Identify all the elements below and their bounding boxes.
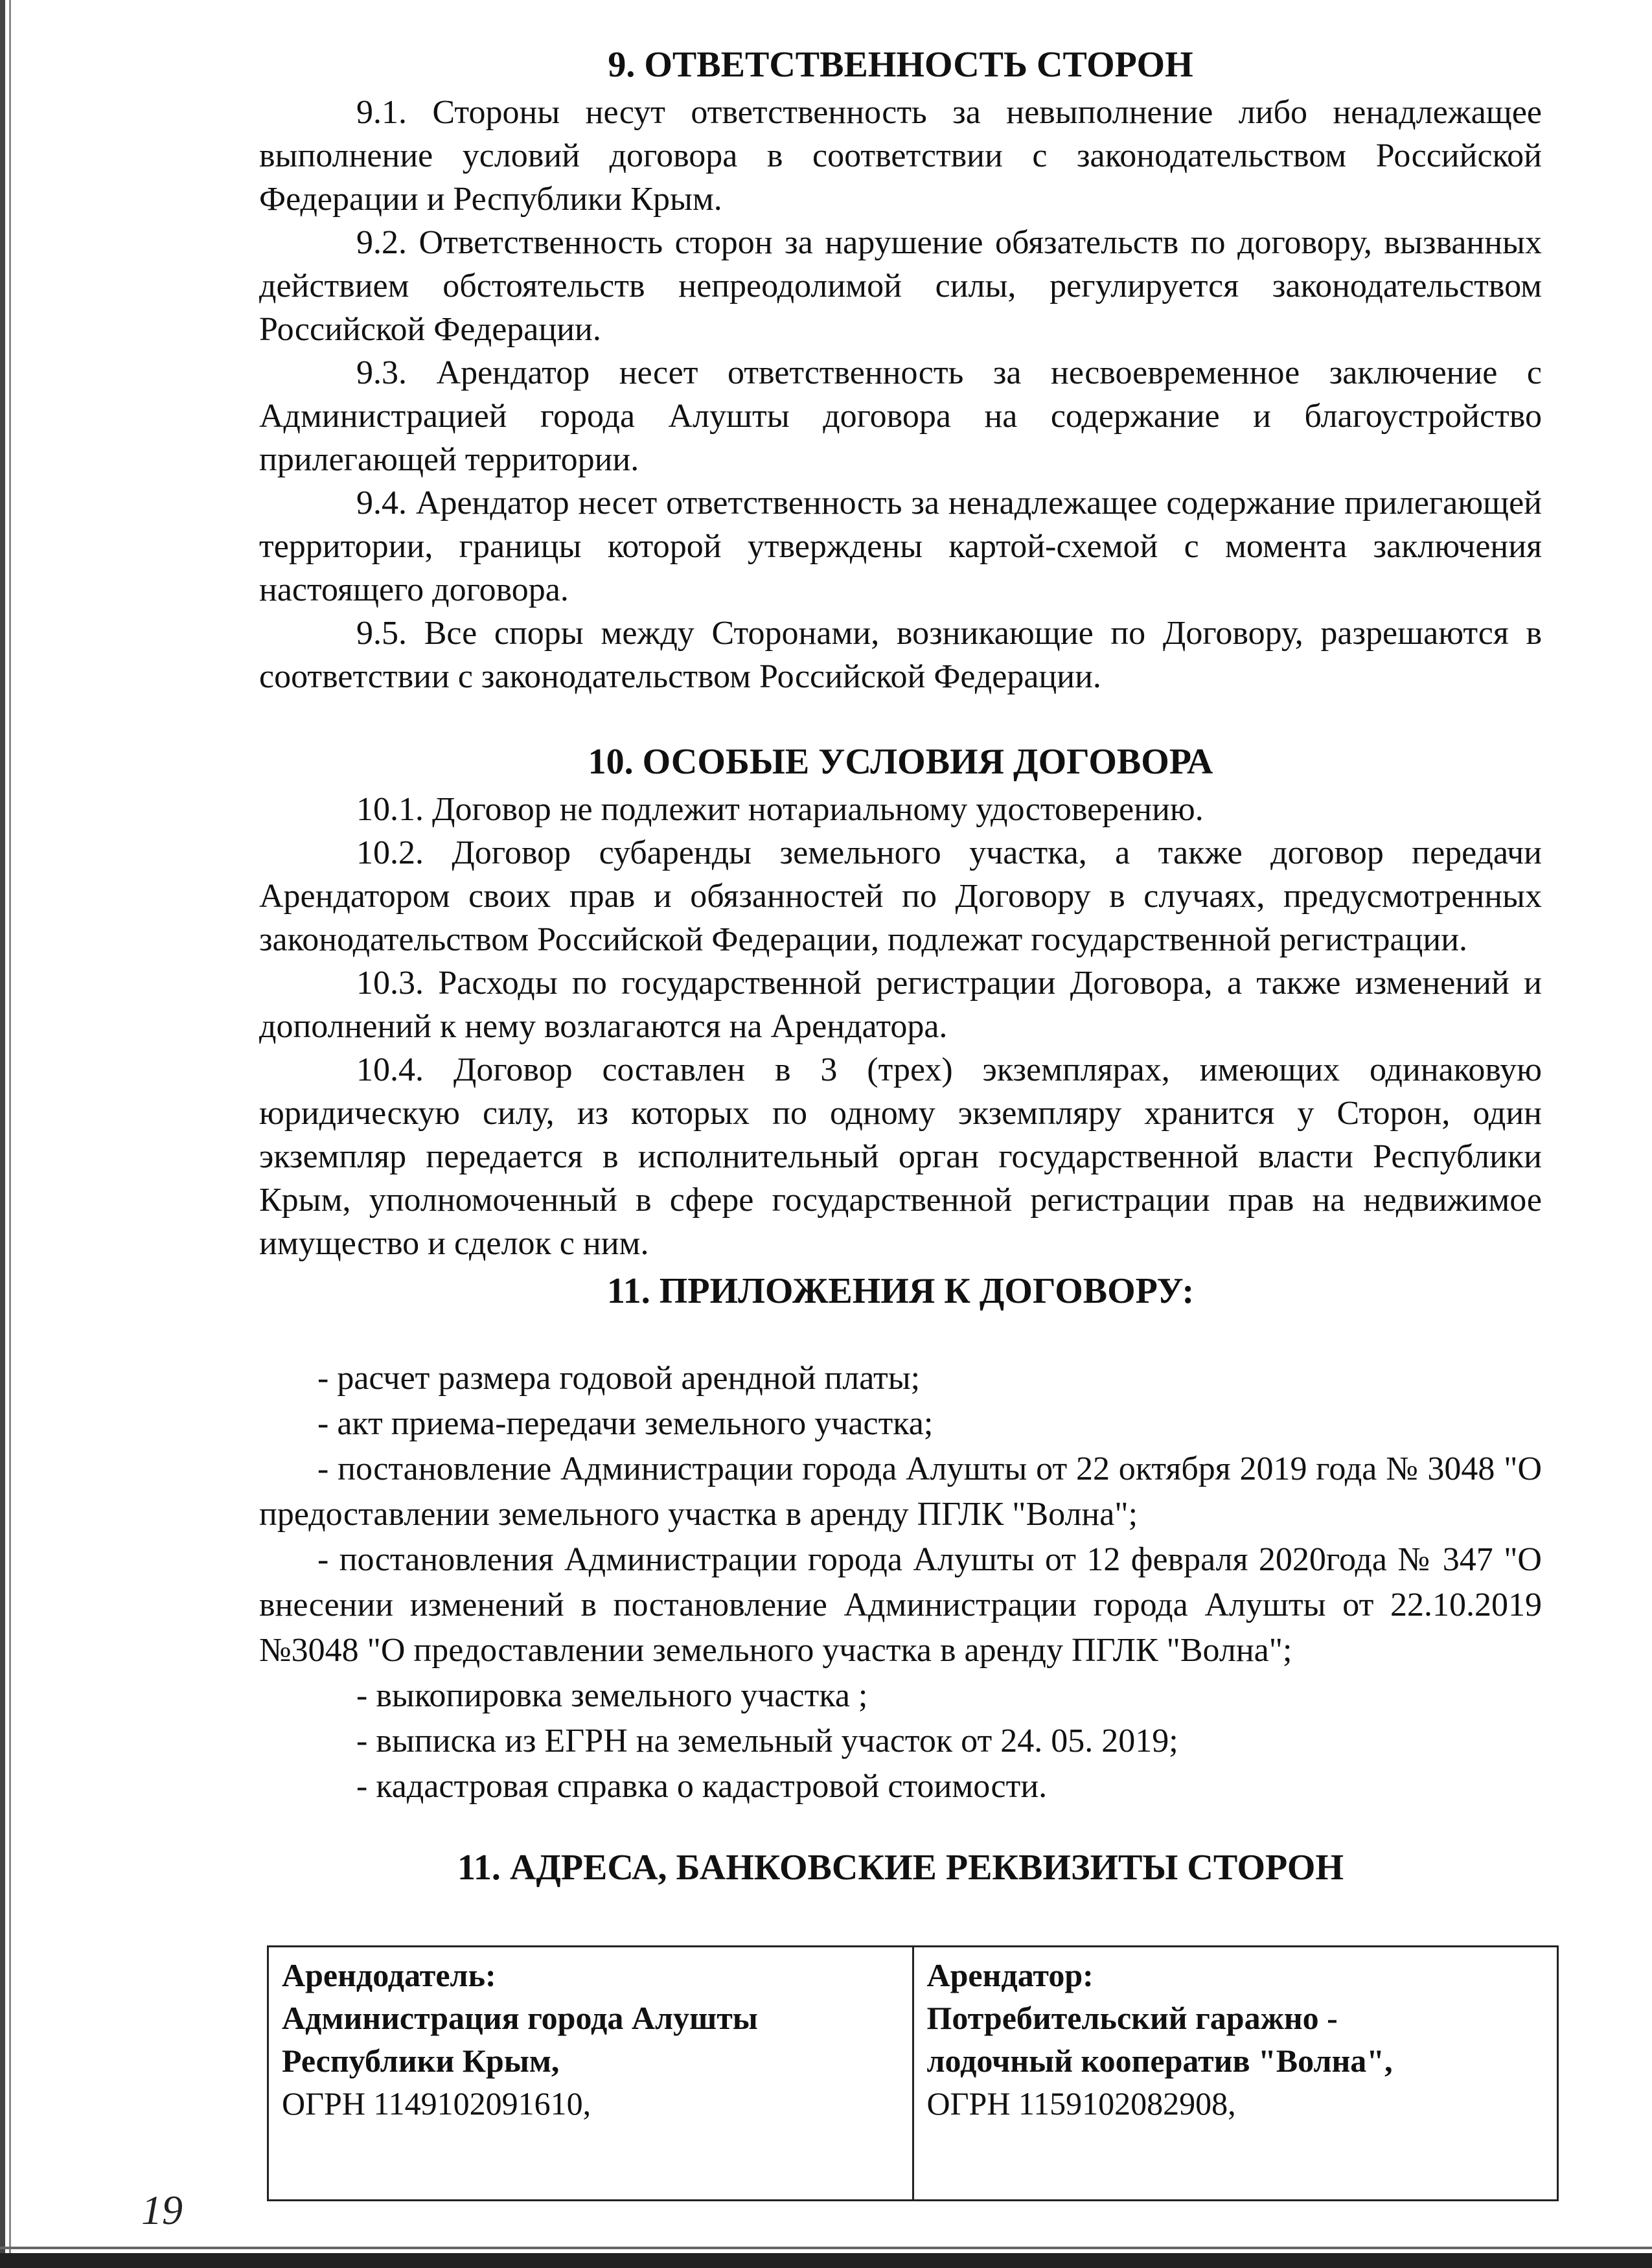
lessor-name-2: Республики Крым, xyxy=(282,2043,560,2079)
lessor-ogrn: ОГРН 1149102091610, xyxy=(282,2085,591,2122)
appendix-item: - расчет размера годовой арендной платы; xyxy=(317,1360,921,1397)
clause-9-5: 9.5. Все споры между Сторонами, возникающие по Договору, разрешаются в соответствии с законодательством Российской Федерации. xyxy=(259,615,1542,695)
appendix-item: - постановления Администрации города Алушты от 12 февраля 2020года № 347 "О внесении изменений в постановление Администрации города Алушты от 22.10.2019 №3048 "О предоставлении земельного участка в аренду ПГЛК "Волна"; xyxy=(259,1541,1542,1669)
clause-9-4: 9.4. Арендатор несет ответственность за ненадлежащее содержание прилегающей территории, границы которой утверждены картой-схемой с момента заключения настоящего договора. xyxy=(259,485,1542,608)
section-11-title: 11. ПРИЛОЖЕНИЯ К ДОГОВОРУ: xyxy=(606,1271,1195,1311)
scan-edge-left-line xyxy=(9,0,11,2268)
clause-9-1: 9.1. Стороны несут ответственность за невыполнение либо ненадлежащее выполнение условий договора в соответствии с законодательством Российской Федерации и Республики Крым. xyxy=(259,94,1542,218)
lessee-name-1: Потребительский гаражно - xyxy=(926,2000,1338,2036)
appendix-item: - постановление Администрации города Алушты от 22 октября 2019 года № 3048 "О предоставлении земельного участка в аренду ПГЛК "Волна"; xyxy=(259,1450,1542,1533)
clause-10-3: 10.3. Расходы по государственной регистрации Договора, а также изменений и дополнений к нему возлагаются на Арендатора. xyxy=(259,965,1542,1045)
clause-9-3: 9.3. Арендатор несет ответственность за несвоевременное заключение с Администрацией города Алушты договора на содержание и благоустройство прилегающей территории. xyxy=(259,354,1542,478)
document-body xyxy=(259,39,1542,1894)
section-10-title: 10. ОСОБЫЕ УСЛОВИЯ ДОГОВОРА xyxy=(588,742,1213,782)
lessor-name-1: Администрация города Алушты xyxy=(282,2000,758,2036)
appendix-item: - выписка из ЕГРН на земельный участок от 24. 05. 2019; xyxy=(356,1723,1178,1759)
clause-9-2: 9.2. Ответственность сторон за нарушение обязательств по договору, вызванных действием обстоятельств непреодолимой силы, регулируется законодательством Российской Федерации. xyxy=(259,224,1542,348)
lessor-cell xyxy=(268,1947,913,2201)
section-9-title: 9. ОТВЕТСТВЕННОСТЬ СТОРОН xyxy=(608,45,1193,85)
lessor-label: Арендодатель: xyxy=(282,1957,496,1993)
lessee-cell xyxy=(913,1947,1558,2201)
lessee-name-2: лодочный кооператив "Волна", xyxy=(926,2043,1393,2079)
clause-10-2: 10.2. Договор субаренды земельного участка, а также договор передачи Арендатором своих прав и обязанностей по Договору в случаях, предусмотренных законодательством Российской Федерации, подлежат государственной регистрации. xyxy=(259,834,1542,958)
scan-edge-left xyxy=(0,0,5,2268)
appendix-item: - акт приема-передачи земельного участка; xyxy=(317,1405,934,1442)
spacer xyxy=(259,1809,1542,1842)
requisites-table xyxy=(267,1945,1559,2201)
clause-10-4: 10.4. Договор составлен в 3 (трех) экземплярах, имеющих одинаковую юридическую силу, из которых по одному экземпляру хранится у Сторон, один экземпляр передается в исполнительный орган государственной власти Республики Крым, уполномоченный в сфере государственной регистрации прав на недвижимое имущество и сделок с ним. xyxy=(259,1051,1542,1262)
page-number: 19 xyxy=(141,2187,183,2233)
scan-edge-bottom-line xyxy=(0,2247,1652,2249)
scan-edge-bottom xyxy=(0,2253,1652,2268)
spacer xyxy=(259,698,1542,736)
lessee-ogrn: ОГРН 1159102082908, xyxy=(926,2085,1236,2122)
clause-10-1: 10.1. Договор не подлежит нотариальному удостоверению. xyxy=(356,791,1204,828)
appendix-list xyxy=(259,1356,1542,1809)
spacer xyxy=(259,1317,1542,1356)
lessee-label: Арендатор: xyxy=(926,1957,1094,1993)
section-11b-title: 11. АДРЕСА, БАНКОВСКИЕ РЕКВИЗИТЫ СТОРОН xyxy=(457,1848,1344,1888)
appendix-item: - выкопировка земельного участка ; xyxy=(356,1677,868,1714)
appendix-item: - кадастровая справка о кадастровой стоимости. xyxy=(356,1768,1048,1805)
